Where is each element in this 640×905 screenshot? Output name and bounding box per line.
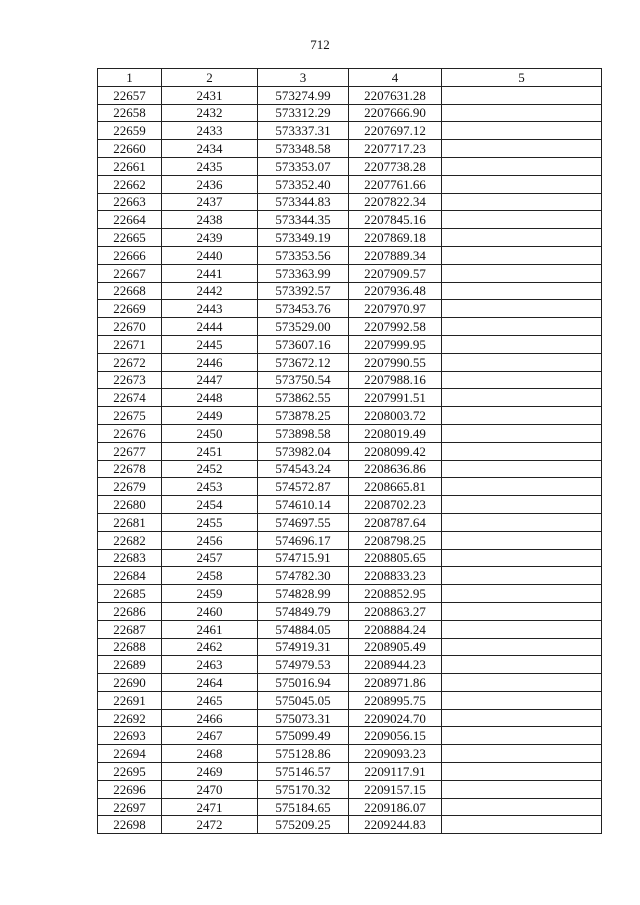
cell-point-id: 22659 <box>98 122 162 140</box>
cell-note <box>442 193 602 211</box>
cell-y: 2209093.23 <box>349 745 442 763</box>
cell-y: 2207991.51 <box>349 389 442 407</box>
cell-point-id: 22682 <box>98 531 162 549</box>
cell-point-id: 22698 <box>98 816 162 834</box>
table-row <box>98 318 602 336</box>
cell-x: 574715.91 <box>258 549 349 567</box>
cell-point-id: 22687 <box>98 620 162 638</box>
cell-number: 2448 <box>162 389 258 407</box>
cell-number: 2464 <box>162 674 258 692</box>
cell-number: 2443 <box>162 300 258 318</box>
cell-point-id: 22694 <box>98 745 162 763</box>
cell-x: 575099.49 <box>258 727 349 745</box>
table-row <box>98 353 602 371</box>
cell-number: 2467 <box>162 727 258 745</box>
cell-note <box>442 300 602 318</box>
table-header-row <box>98 69 602 87</box>
table-row <box>98 282 602 300</box>
cell-point-id: 22685 <box>98 585 162 603</box>
cell-x: 575146.57 <box>258 763 349 781</box>
column-header-2: 2 <box>162 69 258 87</box>
cell-number: 2469 <box>162 763 258 781</box>
cell-note <box>442 567 602 585</box>
cell-x: 573862.55 <box>258 389 349 407</box>
table-row <box>98 407 602 425</box>
cell-y: 2207889.34 <box>349 246 442 264</box>
cell-note <box>442 763 602 781</box>
cell-note <box>442 549 602 567</box>
column-header-3: 3 <box>258 69 349 87</box>
table-row <box>98 567 602 585</box>
cell-y: 2207936.48 <box>349 282 442 300</box>
cell-note <box>442 424 602 442</box>
table-row <box>98 674 602 692</box>
cell-note <box>442 727 602 745</box>
cell-number: 2431 <box>162 86 258 104</box>
cell-point-id: 22695 <box>98 763 162 781</box>
cell-point-id: 22679 <box>98 478 162 496</box>
cell-number: 2465 <box>162 691 258 709</box>
cell-y: 2209186.07 <box>349 798 442 816</box>
table-row <box>98 656 602 674</box>
cell-y: 2209117.91 <box>349 763 442 781</box>
cell-point-id: 22691 <box>98 691 162 709</box>
cell-point-id: 22676 <box>98 424 162 442</box>
cell-y: 2207970.97 <box>349 300 442 318</box>
table-row <box>98 691 602 709</box>
cell-x: 575073.31 <box>258 709 349 727</box>
cell-y: 2208884.24 <box>349 620 442 638</box>
cell-point-id: 22688 <box>98 638 162 656</box>
cell-number: 2446 <box>162 353 258 371</box>
table-row <box>98 122 602 140</box>
cell-y: 2208971.86 <box>349 674 442 692</box>
cell-number: 2445 <box>162 335 258 353</box>
cell-point-id: 22686 <box>98 602 162 620</box>
table-row <box>98 496 602 514</box>
cell-point-id: 22661 <box>98 157 162 175</box>
cell-x: 573529.00 <box>258 318 349 336</box>
cell-note <box>442 620 602 638</box>
cell-y: 2208833.23 <box>349 567 442 585</box>
table-row <box>98 86 602 104</box>
cell-number: 2450 <box>162 424 258 442</box>
cell-y: 2209157.15 <box>349 780 442 798</box>
cell-note <box>442 353 602 371</box>
cell-x: 574572.87 <box>258 478 349 496</box>
cell-note <box>442 229 602 247</box>
table-row <box>98 513 602 531</box>
cell-note <box>442 389 602 407</box>
cell-point-id: 22690 <box>98 674 162 692</box>
cell-y: 2207761.66 <box>349 175 442 193</box>
cell-point-id: 22668 <box>98 282 162 300</box>
cell-number: 2454 <box>162 496 258 514</box>
cell-y: 2207992.58 <box>349 318 442 336</box>
cell-x: 574919.31 <box>258 638 349 656</box>
cell-point-id: 22660 <box>98 140 162 158</box>
table-row <box>98 549 602 567</box>
cell-x: 573344.35 <box>258 211 349 229</box>
cell-number: 2438 <box>162 211 258 229</box>
cell-point-id: 22669 <box>98 300 162 318</box>
cell-number: 2453 <box>162 478 258 496</box>
cell-x: 573349.19 <box>258 229 349 247</box>
cell-x: 574782.30 <box>258 567 349 585</box>
cell-number: 2468 <box>162 745 258 763</box>
cell-x: 575209.25 <box>258 816 349 834</box>
table-row <box>98 585 602 603</box>
cell-x: 575128.86 <box>258 745 349 763</box>
cell-y: 2208702.23 <box>349 496 442 514</box>
cell-number: 2456 <box>162 531 258 549</box>
cell-note <box>442 442 602 460</box>
cell-point-id: 22658 <box>98 104 162 122</box>
cell-point-id: 22671 <box>98 335 162 353</box>
cell-point-id: 22692 <box>98 709 162 727</box>
cell-number: 2441 <box>162 264 258 282</box>
cell-note <box>442 798 602 816</box>
cell-x: 575045.05 <box>258 691 349 709</box>
cell-x: 573353.07 <box>258 157 349 175</box>
cell-x: 575184.65 <box>258 798 349 816</box>
cell-point-id: 22672 <box>98 353 162 371</box>
cell-x: 573363.99 <box>258 264 349 282</box>
cell-note <box>442 691 602 709</box>
table-row <box>98 798 602 816</box>
cell-y: 2208787.64 <box>349 513 442 531</box>
cell-note <box>442 745 602 763</box>
table-row <box>98 175 602 193</box>
cell-note <box>442 371 602 389</box>
cell-number: 2455 <box>162 513 258 531</box>
cell-y: 2207869.18 <box>349 229 442 247</box>
cell-point-id: 22678 <box>98 460 162 478</box>
cell-y: 2208665.81 <box>349 478 442 496</box>
cell-y: 2207717.23 <box>349 140 442 158</box>
cell-number: 2470 <box>162 780 258 798</box>
cell-x: 574884.05 <box>258 620 349 638</box>
cell-x: 574543.24 <box>258 460 349 478</box>
cell-number: 2449 <box>162 407 258 425</box>
cell-x: 573750.54 <box>258 371 349 389</box>
cell-x: 573453.76 <box>258 300 349 318</box>
cell-point-id: 22681 <box>98 513 162 531</box>
cell-note <box>442 282 602 300</box>
cell-note <box>442 638 602 656</box>
cell-number: 2461 <box>162 620 258 638</box>
cell-point-id: 22677 <box>98 442 162 460</box>
table-row <box>98 478 602 496</box>
table-row <box>98 389 602 407</box>
cell-note <box>442 585 602 603</box>
cell-number: 2444 <box>162 318 258 336</box>
cell-number: 2452 <box>162 460 258 478</box>
cell-y: 2209056.15 <box>349 727 442 745</box>
cell-y: 2207697.12 <box>349 122 442 140</box>
cell-number: 2432 <box>162 104 258 122</box>
cell-y: 2207990.55 <box>349 353 442 371</box>
cell-number: 2472 <box>162 816 258 834</box>
cell-point-id: 22680 <box>98 496 162 514</box>
table-row <box>98 140 602 158</box>
table-row <box>98 816 602 834</box>
cell-note <box>442 496 602 514</box>
cell-y: 2208003.72 <box>349 407 442 425</box>
cell-number: 2437 <box>162 193 258 211</box>
cell-x: 574696.17 <box>258 531 349 549</box>
cell-note <box>442 709 602 727</box>
table-row <box>98 264 602 282</box>
cell-y: 2208905.49 <box>349 638 442 656</box>
coordinates-table <box>97 68 602 834</box>
cell-x: 573274.99 <box>258 86 349 104</box>
table-row <box>98 246 602 264</box>
cell-y: 2208798.25 <box>349 531 442 549</box>
cell-x: 573607.16 <box>258 335 349 353</box>
table-row <box>98 157 602 175</box>
table-row <box>98 460 602 478</box>
cell-x: 573312.29 <box>258 104 349 122</box>
cell-x: 573982.04 <box>258 442 349 460</box>
table-row <box>98 104 602 122</box>
cell-number: 2471 <box>162 798 258 816</box>
cell-x: 574828.99 <box>258 585 349 603</box>
cell-y: 2207909.57 <box>349 264 442 282</box>
table-body <box>98 86 602 833</box>
cell-number: 2460 <box>162 602 258 620</box>
cell-number: 2466 <box>162 709 258 727</box>
table-row <box>98 620 602 638</box>
cell-x: 573348.58 <box>258 140 349 158</box>
cell-point-id: 22675 <box>98 407 162 425</box>
table-row <box>98 442 602 460</box>
column-header-1: 1 <box>98 69 162 87</box>
cell-number: 2442 <box>162 282 258 300</box>
cell-point-id: 22663 <box>98 193 162 211</box>
table-row <box>98 638 602 656</box>
cell-y: 2208852.95 <box>349 585 442 603</box>
table-row <box>98 709 602 727</box>
cell-x: 573353.56 <box>258 246 349 264</box>
cell-x: 573672.12 <box>258 353 349 371</box>
cell-point-id: 22657 <box>98 86 162 104</box>
cell-y: 2208636.86 <box>349 460 442 478</box>
cell-note <box>442 674 602 692</box>
cell-note <box>442 513 602 531</box>
cell-y: 2207631.28 <box>349 86 442 104</box>
cell-note <box>442 531 602 549</box>
cell-point-id: 22684 <box>98 567 162 585</box>
cell-y: 2207666.90 <box>349 104 442 122</box>
cell-number: 2451 <box>162 442 258 460</box>
cell-y: 2208099.42 <box>349 442 442 460</box>
cell-note <box>442 656 602 674</box>
cell-note <box>442 407 602 425</box>
cell-y: 2208863.27 <box>349 602 442 620</box>
cell-point-id: 22670 <box>98 318 162 336</box>
table-row <box>98 211 602 229</box>
cell-point-id: 22697 <box>98 798 162 816</box>
table-row <box>98 763 602 781</box>
cell-number: 2433 <box>162 122 258 140</box>
cell-number: 2435 <box>162 157 258 175</box>
table-row <box>98 229 602 247</box>
cell-y: 2207988.16 <box>349 371 442 389</box>
cell-number: 2436 <box>162 175 258 193</box>
cell-number: 2434 <box>162 140 258 158</box>
cell-number: 2439 <box>162 229 258 247</box>
cell-number: 2440 <box>162 246 258 264</box>
cell-y: 2207822.34 <box>349 193 442 211</box>
cell-y: 2207999.95 <box>349 335 442 353</box>
column-header-5: 5 <box>442 69 602 87</box>
cell-y: 2207738.28 <box>349 157 442 175</box>
cell-y: 2208805.65 <box>349 549 442 567</box>
cell-x: 573898.58 <box>258 424 349 442</box>
cell-y: 2208019.49 <box>349 424 442 442</box>
cell-point-id: 22666 <box>98 246 162 264</box>
table-row <box>98 371 602 389</box>
table-row <box>98 193 602 211</box>
cell-x: 575170.32 <box>258 780 349 798</box>
table-row <box>98 780 602 798</box>
table-row <box>98 602 602 620</box>
cell-note <box>442 780 602 798</box>
page-number: 712 <box>310 37 330 52</box>
cell-x: 574849.79 <box>258 602 349 620</box>
table-row <box>98 745 602 763</box>
cell-y: 2208944.23 <box>349 656 442 674</box>
cell-number: 2463 <box>162 656 258 674</box>
cell-x: 574610.14 <box>258 496 349 514</box>
cell-point-id: 22696 <box>98 780 162 798</box>
cell-note <box>442 104 602 122</box>
cell-note <box>442 211 602 229</box>
cell-x: 574979.53 <box>258 656 349 674</box>
cell-y: 2209244.83 <box>349 816 442 834</box>
cell-point-id: 22664 <box>98 211 162 229</box>
cell-x: 573392.57 <box>258 282 349 300</box>
cell-number: 2458 <box>162 567 258 585</box>
cell-note <box>442 122 602 140</box>
table-row <box>98 424 602 442</box>
cell-y: 2207845.16 <box>349 211 442 229</box>
cell-note <box>442 602 602 620</box>
table-row <box>98 727 602 745</box>
cell-x: 573344.83 <box>258 193 349 211</box>
cell-note <box>442 816 602 834</box>
table-row <box>98 335 602 353</box>
cell-note <box>442 140 602 158</box>
cell-note <box>442 175 602 193</box>
cell-number: 2459 <box>162 585 258 603</box>
column-header-4: 4 <box>349 69 442 87</box>
cell-number: 2457 <box>162 549 258 567</box>
cell-point-id: 22689 <box>98 656 162 674</box>
cell-x: 573878.25 <box>258 407 349 425</box>
cell-point-id: 22673 <box>98 371 162 389</box>
cell-note <box>442 460 602 478</box>
cell-point-id: 22693 <box>98 727 162 745</box>
cell-y: 2209024.70 <box>349 709 442 727</box>
cell-note <box>442 335 602 353</box>
table-row <box>98 300 602 318</box>
cell-y: 2208995.75 <box>349 691 442 709</box>
cell-note <box>442 86 602 104</box>
cell-number: 2462 <box>162 638 258 656</box>
cell-point-id: 22665 <box>98 229 162 247</box>
cell-point-id: 22667 <box>98 264 162 282</box>
cell-x: 575016.94 <box>258 674 349 692</box>
cell-note <box>442 478 602 496</box>
cell-point-id: 22662 <box>98 175 162 193</box>
table-row <box>98 531 602 549</box>
cell-x: 573337.31 <box>258 122 349 140</box>
cell-note <box>442 318 602 336</box>
cell-point-id: 22674 <box>98 389 162 407</box>
cell-note <box>442 264 602 282</box>
cell-x: 573352.40 <box>258 175 349 193</box>
cell-number: 2447 <box>162 371 258 389</box>
cell-point-id: 22683 <box>98 549 162 567</box>
cell-note <box>442 246 602 264</box>
cell-note <box>442 157 602 175</box>
cell-x: 574697.55 <box>258 513 349 531</box>
